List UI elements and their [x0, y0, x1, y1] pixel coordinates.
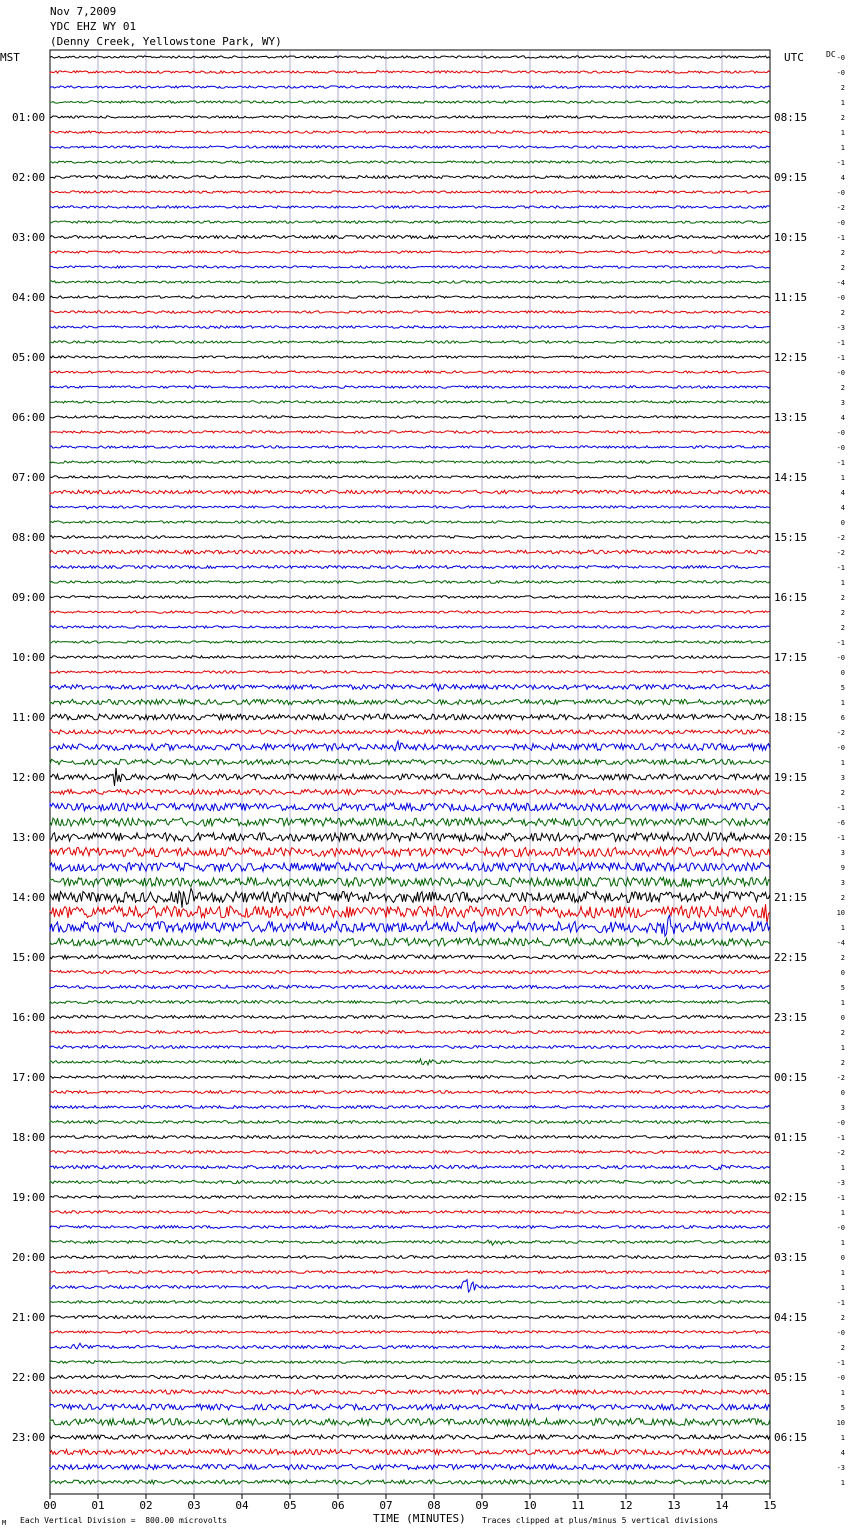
right-hour-label: 05:15	[774, 1371, 808, 1384]
x-tick-label: 07	[379, 1499, 393, 1512]
trace-row	[50, 371, 770, 373]
chart-date: Nov 7,2009	[50, 5, 117, 18]
dc-offset-header: DC	[826, 50, 836, 59]
dc-offset-value: 4	[840, 489, 845, 497]
dc-offset-value: -2	[836, 204, 845, 212]
trace-row	[50, 476, 770, 478]
left-hour-label: 04:00	[12, 291, 46, 304]
left-hour-label: 19:00	[12, 1191, 46, 1204]
dc-offset-value: -1	[836, 639, 845, 647]
trace-row	[50, 1331, 770, 1334]
dc-offset-value: -0	[836, 1119, 845, 1127]
trace-row	[50, 671, 770, 673]
dc-offset-value: 1	[840, 1389, 845, 1397]
dc-offset-value: 4	[840, 1449, 845, 1457]
x-tick-label: 12	[619, 1499, 633, 1512]
left-hour-label: 22:00	[12, 1371, 46, 1384]
trace-row	[50, 536, 770, 539]
trace-row	[50, 1226, 770, 1229]
dc-offset-value: 2	[840, 954, 845, 962]
dc-offset-value: 9	[840, 864, 845, 872]
dc-offset-value: 1	[840, 1164, 845, 1172]
right-hour-label: 16:15	[774, 591, 808, 604]
dc-offset-value: 1	[840, 144, 845, 152]
left-hour-label: 08:00	[12, 531, 46, 544]
left-hour-label: 23:00	[12, 1431, 46, 1444]
dc-offset-value: -0	[836, 744, 845, 752]
trace-row	[50, 236, 770, 239]
dc-offset-value: 2	[840, 84, 845, 92]
trace-row	[50, 759, 770, 764]
dc-offset-value: -2	[836, 534, 845, 542]
right-hour-label: 04:15	[774, 1311, 808, 1324]
left-hour-label: 17:00	[12, 1071, 46, 1084]
dc-offset-value: 0	[840, 969, 845, 977]
trace-row	[50, 386, 770, 388]
trace-row	[50, 1449, 770, 1454]
dc-offset-value: 1	[840, 579, 845, 587]
trace-row	[50, 596, 770, 599]
trace-row	[50, 461, 770, 463]
dc-offset-value: -0	[836, 429, 845, 437]
trace-row	[50, 161, 770, 163]
x-tick-label: 09	[475, 1499, 489, 1512]
left-timezone-label: MST	[0, 51, 20, 64]
dc-offset-value: 10	[836, 909, 845, 917]
x-tick-label: 05	[283, 1499, 297, 1512]
trace-row	[50, 581, 770, 584]
dc-offset-value: 1	[840, 1284, 845, 1292]
trace-row	[50, 888, 770, 907]
trace-row	[50, 416, 770, 418]
dc-offset-value: 1	[840, 1239, 845, 1247]
dc-offset-value: 1	[840, 1479, 845, 1487]
dc-offset-value: 1	[840, 759, 845, 767]
left-hour-label: 05:00	[12, 351, 46, 364]
trace-row	[50, 56, 770, 58]
dc-offset-value: 2	[840, 624, 845, 632]
trace-row	[50, 730, 770, 734]
dc-offset-value: -1	[836, 159, 845, 167]
dc-offset-value: -0	[836, 1329, 845, 1337]
x-tick-label: 06	[331, 1499, 345, 1512]
trace-row	[50, 904, 770, 923]
trace-row	[50, 326, 770, 328]
trace-row	[50, 1464, 770, 1469]
right-hour-label: 01:15	[774, 1131, 808, 1144]
dc-offset-value: 1	[840, 1434, 845, 1442]
right-hour-label: 06:15	[774, 1431, 808, 1444]
dc-offset-value: -1	[836, 1134, 845, 1142]
trace-row	[50, 86, 770, 88]
trace-row	[50, 1091, 770, 1094]
x-axis-title: TIME (MINUTES)	[373, 1512, 466, 1525]
dc-offset-value: 0	[840, 519, 845, 527]
trace-row	[50, 833, 770, 842]
trace-row	[50, 626, 770, 628]
left-hour-label: 06:00	[12, 411, 46, 424]
trace-row	[50, 1121, 770, 1124]
right-hour-label: 13:15	[774, 411, 808, 424]
trace-row	[50, 1076, 770, 1079]
left-hour-label: 21:00	[12, 1311, 46, 1324]
trace-row	[50, 191, 770, 193]
dc-offset-value: -2	[836, 1149, 845, 1157]
trace-row	[50, 1059, 770, 1065]
trace-row	[50, 1316, 770, 1319]
trace-row	[50, 281, 770, 283]
dc-offset-value: 1	[840, 99, 845, 107]
trace-row	[50, 803, 770, 811]
right-hour-label: 03:15	[774, 1251, 808, 1264]
dc-offset-value: 2	[840, 1059, 845, 1067]
dc-offset-value: 5	[840, 1404, 845, 1412]
dc-offset-value: 2	[840, 1029, 845, 1037]
trace-row	[50, 1280, 770, 1292]
dc-offset-value: 1	[840, 129, 845, 137]
dc-offset-value: 4	[840, 504, 845, 512]
trace-row	[50, 741, 770, 751]
trace-row	[50, 1000, 770, 1003]
dc-offset-value: 2	[840, 609, 845, 617]
dc-offset-value: -0	[836, 444, 845, 452]
station-location: (Denny Creek, Yellowstone Park, WY)	[50, 35, 282, 48]
dc-offset-value: -3	[836, 1464, 845, 1472]
right-hour-label: 18:15	[774, 711, 808, 724]
trace-row	[50, 1196, 770, 1199]
left-hour-label: 12:00	[12, 771, 46, 784]
left-hour-label: 16:00	[12, 1011, 46, 1024]
right-timezone-label: UTC	[784, 51, 804, 64]
trace-row	[50, 985, 770, 988]
x-tick-label: 13	[667, 1499, 681, 1512]
trace-row	[50, 1361, 770, 1364]
dc-offset-value: -4	[836, 939, 845, 947]
trace-row	[50, 431, 770, 433]
trace-row	[50, 1106, 770, 1109]
trace-row	[50, 611, 770, 613]
dc-offset-value: 4	[840, 414, 845, 422]
trace-row	[50, 176, 770, 179]
dc-offset-value: 1	[840, 699, 845, 707]
trace-row	[50, 521, 770, 523]
trace-row	[50, 1211, 770, 1214]
dc-offset-value: 1	[840, 1209, 845, 1217]
left-hour-label: 20:00	[12, 1251, 46, 1264]
right-hour-label: 02:15	[774, 1191, 808, 1204]
x-tick-label: 02	[139, 1499, 153, 1512]
dc-offset-value: 0	[840, 669, 845, 677]
dc-offset-value: -2	[836, 729, 845, 737]
trace-row	[50, 955, 770, 959]
dc-offset-value: 2	[840, 894, 845, 902]
right-hour-label: 21:15	[774, 891, 808, 904]
dc-offset-value: -3	[836, 1179, 845, 1187]
dc-offset-value: 5	[840, 684, 845, 692]
trace-row	[50, 550, 770, 554]
trace-row	[50, 266, 770, 268]
dc-offset-value: -1	[836, 834, 845, 842]
trace-row	[50, 221, 770, 223]
dc-offset-value: -1	[836, 564, 845, 572]
dc-offset-value: -3	[836, 324, 845, 332]
dc-offset-value: 2	[840, 264, 845, 272]
trace-row	[50, 146, 770, 148]
dc-offset-value: 1	[840, 1269, 845, 1277]
right-hour-label: 23:15	[774, 1011, 808, 1024]
trace-row	[50, 1240, 770, 1245]
right-hour-label: 10:15	[774, 231, 808, 244]
trace-row	[50, 506, 770, 509]
dc-offset-value: 2	[840, 249, 845, 257]
trace-row	[50, 1375, 770, 1378]
left-hour-label: 14:00	[12, 891, 46, 904]
trace-row	[50, 251, 770, 253]
dc-offset-value: 2	[840, 384, 845, 392]
left-hour-label: 07:00	[12, 471, 46, 484]
dc-offset-value: -0	[836, 219, 845, 227]
trace-row	[50, 641, 770, 643]
dc-offset-value: -0	[836, 1374, 845, 1382]
clip-note: Traces clipped at plus/minus 5 vertical divisions	[482, 1516, 719, 1525]
trace-row	[50, 848, 770, 857]
trace-row	[50, 768, 770, 786]
dc-offset-value: -1	[836, 1359, 845, 1367]
dc-offset-value: 1	[840, 474, 845, 482]
trace-row	[50, 1046, 770, 1049]
right-hour-label: 11:15	[774, 291, 808, 304]
trace-row	[50, 71, 770, 73]
dc-offset-value: -0	[836, 654, 845, 662]
dc-offset-value: 2	[840, 1344, 845, 1352]
left-hour-label: 03:00	[12, 231, 46, 244]
dc-offset-value: 3	[840, 879, 845, 887]
trace-row	[50, 1390, 770, 1394]
dc-offset-value: 2	[840, 594, 845, 602]
dc-offset-value: 2	[840, 309, 845, 317]
trace-row	[50, 131, 770, 133]
dc-offset-value: 10	[836, 1419, 845, 1427]
dc-offset-value: -0	[836, 369, 845, 377]
trace-row	[50, 699, 770, 704]
trace-row	[50, 490, 770, 494]
scale-mark: M	[2, 1519, 7, 1527]
trace-row	[50, 818, 770, 826]
trace-row	[50, 684, 770, 691]
trace-row	[50, 446, 770, 448]
dc-offset-value: 4	[840, 174, 845, 182]
dc-offset-value: 2	[840, 789, 845, 797]
dc-offset-value: -2	[836, 1074, 845, 1082]
dc-offset-value: -1	[836, 339, 845, 347]
trace-row	[50, 877, 770, 886]
dc-offset-value: 3	[840, 774, 845, 782]
dc-offset-value: 1	[840, 1044, 845, 1052]
x-tick-label: 04	[235, 1499, 249, 1512]
dc-offset-value: -0	[836, 54, 845, 62]
station-code: YDC EHZ WY 01	[50, 20, 137, 33]
right-hour-label: 00:15	[774, 1071, 808, 1084]
trace-row	[50, 1271, 770, 1274]
left-hour-label: 02:00	[12, 171, 46, 184]
dc-offset-value: -0	[836, 189, 845, 197]
dc-offset-value: 5	[840, 984, 845, 992]
right-hour-label: 08:15	[774, 111, 808, 124]
trace-row	[50, 341, 770, 343]
x-tick-label: 10	[523, 1499, 537, 1512]
right-hour-label: 17:15	[774, 651, 808, 664]
trace-row	[50, 1165, 770, 1170]
left-hour-label: 13:00	[12, 831, 46, 844]
right-hour-label: 15:15	[774, 531, 808, 544]
x-tick-label: 01	[91, 1499, 105, 1512]
right-hour-label: 22:15	[774, 951, 808, 964]
left-hour-label: 09:00	[12, 591, 46, 604]
dc-offset-value: 2	[840, 1314, 845, 1322]
right-hour-label: 14:15	[774, 471, 808, 484]
trace-row	[50, 938, 770, 946]
trace-row	[50, 101, 770, 103]
dc-offset-value: 0	[840, 1089, 845, 1097]
trace-row	[50, 1480, 770, 1484]
trace-row	[50, 1435, 770, 1439]
dc-offset-value: -1	[836, 354, 845, 362]
trace-row	[50, 1031, 770, 1034]
trace-row	[50, 970, 770, 973]
dc-offset-value: -1	[836, 804, 845, 812]
dc-offset-value: -0	[836, 1224, 845, 1232]
x-tick-label: 03	[187, 1499, 201, 1512]
dc-offset-value: 3	[840, 399, 845, 407]
x-tick-label: 00	[43, 1499, 57, 1512]
dc-offset-value: -1	[836, 459, 845, 467]
x-tick-label: 15	[763, 1499, 777, 1512]
dc-offset-value: -2	[836, 549, 845, 557]
trace-row	[50, 714, 770, 720]
x-tick-label: 11	[571, 1499, 585, 1512]
dc-offset-value: 3	[840, 849, 845, 857]
dc-offset-value: 0	[840, 1254, 845, 1262]
right-hour-label: 09:15	[774, 171, 808, 184]
left-hour-label: 11:00	[12, 711, 46, 724]
vertical-division-note: Each Vertical Division = 800.00 microvolts	[20, 1516, 228, 1525]
right-hour-label: 12:15	[774, 351, 808, 364]
left-hour-label: 15:00	[12, 951, 46, 964]
trace-row	[50, 1180, 770, 1183]
trace-row	[50, 863, 770, 872]
dc-offset-value: -0	[836, 294, 845, 302]
dc-offset-value: 3	[840, 1104, 845, 1112]
trace-row	[50, 116, 770, 118]
trace-row	[50, 789, 770, 794]
x-tick-label: 14	[715, 1499, 729, 1512]
trace-row	[50, 356, 770, 358]
dc-offset-value: 1	[840, 924, 845, 932]
right-hour-label: 20:15	[774, 831, 808, 844]
left-hour-label: 01:00	[12, 111, 46, 124]
trace-row	[50, 1151, 770, 1154]
dc-offset-value: -4	[836, 279, 845, 287]
dc-offset-value: 1	[840, 999, 845, 1007]
trace-row	[50, 296, 770, 298]
right-hour-label: 19:15	[774, 771, 808, 784]
left-hour-label: 10:00	[12, 651, 46, 664]
dc-offset-value: -1	[836, 1299, 845, 1307]
trace-row	[50, 915, 770, 936]
dc-offset-value: -1	[836, 1194, 845, 1202]
trace-row	[50, 1015, 770, 1018]
trace-row	[50, 1301, 770, 1304]
dc-offset-value: 2	[840, 114, 845, 122]
trace-row	[50, 206, 770, 208]
dc-offset-value: 6	[840, 714, 845, 722]
x-tick-label: 08	[427, 1499, 441, 1512]
dc-offset-value: 0	[840, 1014, 845, 1022]
trace-row	[50, 566, 770, 569]
trace-row	[50, 1136, 770, 1139]
dc-offset-value: -1	[836, 234, 845, 242]
left-hour-label: 18:00	[12, 1131, 46, 1144]
trace-row	[50, 656, 770, 659]
trace-row	[50, 1419, 770, 1426]
dc-offset-value: -0	[836, 69, 845, 77]
trace-row	[50, 401, 770, 403]
dc-offset-value: -6	[836, 819, 845, 827]
trace-row	[50, 1343, 770, 1349]
trace-row	[50, 1404, 770, 1410]
trace-row	[50, 1256, 770, 1259]
trace-row	[50, 311, 770, 313]
